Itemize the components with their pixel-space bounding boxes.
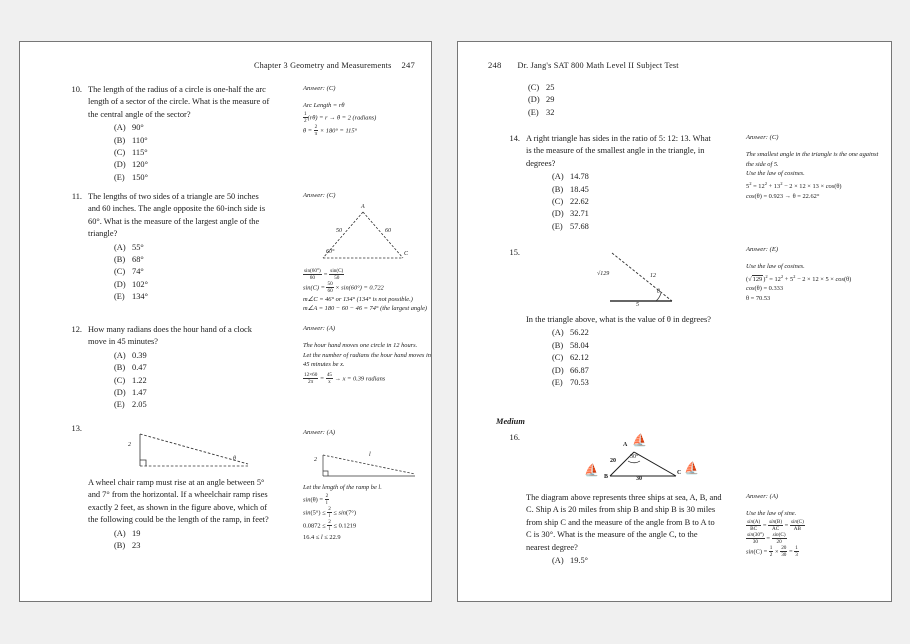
- choice-a[interactable]: [552, 327, 722, 339]
- answer-key: Answer: (C): [303, 192, 336, 199]
- answer-16: [746, 492, 886, 559]
- figure-label-left-side: 50: [336, 228, 342, 234]
- choice-b[interactable]: [552, 184, 714, 196]
- choice-text: 23: [132, 541, 141, 551]
- choice-text: 57.68: [570, 221, 589, 231]
- choice-c[interactable]: [528, 82, 554, 94]
- figure-label-side-bc: 30: [636, 476, 642, 482]
- figure-label-left-side: √129: [597, 271, 610, 277]
- solution-line: Use the law of cosines.: [746, 263, 805, 270]
- choice-text: 62.12: [570, 353, 589, 363]
- solution-line: $\frac{\sin(60^\circ)}{60}$ = $\frac{\sin(C)}{50}$: [304, 268, 344, 281]
- question-number: 13.: [71, 424, 82, 433]
- solution-line: $5^2 = 12^2 + 13^2 - 2 \times 12 \times 13 \times \cos(\theta)$: [746, 180, 842, 190]
- choice-label: (E): [528, 107, 539, 117]
- chapter-title: Chapter 3 Geometry and Measurements: [253, 61, 392, 70]
- solution-line: m∠A = 180 − 60 − 46 = 74° (the largest angle): [303, 305, 428, 313]
- choice-text: 70.53: [570, 378, 589, 388]
- answer-key: Answer: (C): [746, 134, 779, 141]
- choice-d[interactable]: [528, 94, 554, 106]
- solution-line: Use the law of sine.: [746, 510, 797, 517]
- figure-label-angle: θ: [233, 456, 236, 462]
- choice-text: 56.22: [570, 328, 589, 338]
- choice-c[interactable]: [552, 196, 714, 208]
- choice-label: (B): [114, 255, 126, 265]
- choice-list: [88, 242, 270, 304]
- choice-label: (A): [114, 242, 126, 252]
- choice-label: (A): [552, 556, 564, 566]
- choice-label: (E): [114, 172, 125, 182]
- choice-a[interactable]: [114, 528, 273, 540]
- figure-label-vertex-c: C: [677, 470, 682, 476]
- figure-label-hypotenuse: l: [369, 452, 371, 458]
- figure-label-vertex-b: B: [604, 474, 609, 480]
- fraction-sin30-over-30: $\frac{\sin(30^\circ)}{30}$: [747, 532, 764, 545]
- choice-d[interactable]: [114, 159, 270, 171]
- fraction-two-pi: $\frac{2}{\pi}$: [314, 124, 318, 137]
- fraction-sinC-over-20: $\frac{\sin(C)}{20}$: [772, 532, 786, 545]
- choice-text: 14.78: [570, 172, 589, 182]
- figure-label-vertex-c: C: [404, 251, 409, 257]
- choice-text: 110°: [132, 135, 148, 145]
- choice-label: (B): [552, 184, 564, 194]
- fraction-12x60-over-2pi: $\frac{12\times 60}{2\pi}$: [304, 371, 318, 385]
- solution-line: $(√129)^2 = 12^2 + 5^2 - 2 \times 12 \times 5 \times \cos(\theta)$: [746, 273, 852, 283]
- three-ships-diagram: [566, 428, 716, 490]
- fraction-2-over-l: $\frac{2}{l}$: [328, 506, 331, 519]
- answer-key: Answer: (C): [303, 85, 336, 92]
- choice-text: 2.05: [132, 400, 147, 410]
- left-page: [19, 41, 432, 602]
- question-stem: The length of the radius of a circle is one-half the arc length of a sector of the circle. What is the measure of the central angle of the sector?: [88, 85, 270, 119]
- choice-text: 22.62: [570, 197, 589, 207]
- solution-line: cos(θ) = 0.923 → θ = 22.62°: [746, 192, 820, 200]
- choice-label: (C): [552, 197, 564, 207]
- answer-11: [303, 191, 435, 314]
- choice-list: [88, 528, 273, 553]
- choice-label: (D): [528, 95, 540, 105]
- choice-e[interactable]: [114, 172, 270, 184]
- choice-e[interactable]: [552, 377, 722, 389]
- figure-label-angle-a: 30°: [630, 454, 639, 460]
- fraction-one-half: $\frac{1}{2}$: [304, 110, 307, 124]
- choice-text: 32: [546, 107, 555, 117]
- figure-label-right-side: 60: [385, 228, 391, 234]
- choice-label: (C): [528, 83, 540, 92]
- solution-line: $\frac{\sin(A)}{BC}$ = $\frac{\sin(B)}{AC}$ = $\frac{\sin(C)}{AB}$: [747, 518, 804, 532]
- answer-10: [303, 84, 435, 137]
- choice-b[interactable]: [114, 540, 273, 552]
- choice-text: 58.04: [570, 340, 589, 350]
- choice-text: 0.39: [132, 350, 147, 360]
- choice-text: 90°: [132, 123, 144, 133]
- choice-label: (E): [552, 221, 563, 231]
- triangle-theta-figure: [584, 245, 724, 313]
- choice-list: [526, 171, 714, 233]
- ship-icon-b: ⛵: [584, 463, 599, 477]
- solution-line: θ = 70.53: [746, 294, 771, 302]
- continued-choice-list: [502, 82, 554, 119]
- choice-text: 66.87: [570, 365, 589, 375]
- choice-c[interactable]: [114, 375, 270, 387]
- solution-line: Let the number of radians the hour hand moves in 45 minutes be x.: [303, 351, 431, 369]
- solution-line: sin(C) = $\frac{50}{60}$ × sin(60°) = 0.722: [303, 281, 384, 295]
- ship-icon-c: ⛵: [684, 461, 699, 475]
- choice-label: (E): [114, 400, 125, 410]
- choice-label: (A): [114, 350, 126, 360]
- figure-label-apex: A: [361, 204, 365, 210]
- question-number: 15.: [509, 248, 520, 257]
- choice-e[interactable]: [114, 399, 270, 411]
- fraction-sinC-over-50: $\frac{\sin(C)}{50}$: [330, 268, 344, 281]
- question-16-body: [526, 492, 722, 567]
- choice-a[interactable]: [114, 350, 270, 362]
- solution-line: sin(θ) = $\frac{2}{l}$: [303, 492, 329, 506]
- solution-line: $\frac{1}{2}$ (rθ) = r → θ = 2 (radians): [304, 110, 377, 124]
- fraction-50-over-60: $\frac{50}{60}$: [327, 281, 333, 295]
- figure-label-base: 5: [636, 302, 639, 308]
- figure-label-angle: θ: [657, 289, 660, 295]
- choice-a[interactable]: [114, 242, 270, 254]
- choice-label: (B): [552, 340, 564, 350]
- choice-text: 115°: [132, 148, 148, 158]
- choice-list: [526, 327, 722, 389]
- fraction-20-over-30: $\frac{20}{30}$: [781, 545, 787, 559]
- choice-d[interactable]: [552, 208, 714, 220]
- solution-line: The smallest angle in the triangle is the one against the side of 5.: [746, 151, 879, 168]
- solution-line: Arc Length = rθ: [303, 102, 345, 109]
- choice-a[interactable]: [114, 122, 270, 134]
- choice-text: 68°: [132, 255, 144, 265]
- question-stem: A right triangle has sides in the ratio of 5: 12: 13. What is the measure of the smallest angle in the triangle, in degrees?: [526, 134, 711, 168]
- choice-text: 120°: [132, 160, 148, 170]
- choice-text: 29: [546, 95, 555, 105]
- choice-d[interactable]: [552, 365, 722, 377]
- solution-line: 0.0872 ≤ $\frac{2}{l}$ ≤ 0.1219: [303, 519, 357, 533]
- solution-line: θ = $\frac{2}{\pi}$ × 180° = 115°: [303, 124, 358, 137]
- fraction-one-half: $\frac{1}{2}$: [769, 545, 773, 559]
- choice-b[interactable]: [114, 362, 270, 374]
- choice-label: (B): [114, 541, 126, 551]
- choice-label: (A): [552, 172, 564, 182]
- choice-text: 74°: [132, 267, 144, 277]
- question-stem: A wheel chair ramp must rise at an angle between 5° and 7° from the horizontal. If a wheelchair ramp rises exactly 2 feet, as shown in the figure above, which of the following could be the length of the ramp, in feet?: [88, 478, 269, 525]
- figure-label-vertex-a: A: [623, 442, 628, 448]
- choice-d[interactable]: [114, 279, 270, 291]
- solution-line: Use the law of cosines.: [746, 170, 805, 178]
- right-page-running-head: [458, 60, 891, 70]
- choice-text: 19: [132, 528, 141, 538]
- choice-label: (C): [552, 353, 564, 363]
- solution-line: m∠C = 46° or 134° (134° is not possible.): [303, 295, 413, 303]
- figure-label-rise: 2: [314, 457, 317, 463]
- choice-text: 102°: [132, 279, 148, 289]
- answer-key: Answer: (E): [746, 246, 779, 253]
- choice-label: (C): [114, 148, 126, 158]
- choice-a[interactable]: [552, 171, 714, 183]
- fraction-sinB-over-AC: $\frac{\sin(B)}{AC}$: [769, 518, 783, 532]
- choice-text: 1.22: [132, 375, 147, 385]
- answer-key: Answer: (A): [746, 493, 779, 500]
- choice-text: 1.47: [132, 388, 147, 398]
- figure-label-right-side: 12: [650, 273, 656, 279]
- solution-line: $\frac{\sin(30^\circ)}{30}$ = $\frac{\sin(C)}{20}$: [747, 532, 786, 545]
- right-page: [457, 41, 892, 602]
- solution-line: cos(θ) = 0.333: [746, 285, 784, 293]
- choice-list: [88, 122, 270, 184]
- choice-c[interactable]: [114, 266, 270, 278]
- fraction-sinA-over-BC: $\frac{\sin(A)}{BC}$: [747, 518, 761, 532]
- choice-c[interactable]: [552, 352, 722, 364]
- question-number: 11.: [71, 192, 82, 201]
- fraction-2-over-l: $\frac{2}{l}$: [328, 519, 331, 533]
- solution-line: 16.4 ≤ l ≤ 22.9: [303, 533, 341, 541]
- choice-label: (D): [552, 365, 564, 375]
- book-title: Dr. Jang's SAT 800 Math Level II Subject Test: [517, 61, 679, 70]
- choice-label: (B): [114, 135, 126, 145]
- choice-text: 55°: [132, 242, 144, 252]
- question-13-body: [88, 477, 273, 552]
- fraction-sinC-over-AB: $\frac{\sin(C)}{AB}$: [790, 518, 804, 532]
- answer-12: [303, 324, 435, 385]
- answer-key: Answer: (A): [303, 325, 336, 332]
- choice-list: [88, 350, 270, 412]
- fraction-45-over-x: $\frac{45}{x}$: [326, 371, 333, 385]
- choice-text: 134°: [132, 292, 148, 302]
- page-number: 247: [401, 60, 415, 70]
- choice-d[interactable]: [114, 387, 270, 399]
- answer-13: [303, 428, 435, 542]
- question-12: [64, 324, 270, 412]
- solution-line: $\frac{12\times 60}{2\pi}$ = $\frac{45}{x}$ → x = 0.39 radians: [304, 371, 386, 385]
- choice-label: (A): [114, 528, 126, 538]
- choice-label: (A): [114, 123, 126, 133]
- answer-key: Answer: (A): [303, 429, 336, 436]
- question-14: [502, 133, 714, 233]
- choice-text: 25: [546, 83, 555, 92]
- choice-label: (C): [114, 375, 126, 385]
- answer-14: [746, 133, 886, 201]
- question-stem: In the triangle above, what is the value of θ in degrees?: [526, 315, 711, 324]
- figure-label-left-angle: 60°: [326, 249, 335, 255]
- question-number: 12.: [71, 325, 82, 334]
- section-label-medium: Medium: [496, 417, 525, 426]
- solution-line: sin(C) = $\frac{1}{2}$ × $\frac{20}{30}$ = $\frac{1}{3}$: [746, 545, 798, 559]
- question-number: 14.: [509, 134, 520, 143]
- left-page-running-head: [20, 60, 431, 70]
- figure-label-rise: 2: [128, 442, 131, 448]
- question-11: [64, 191, 270, 304]
- choice-label: (C): [114, 267, 126, 277]
- question-stem: How many radians does the hour hand of a clock move in 45 minutes?: [88, 325, 252, 347]
- answer-15: [746, 245, 886, 304]
- choice-text: 32.71: [570, 209, 589, 219]
- choice-label: (E): [114, 292, 125, 302]
- choice-label: (D): [552, 209, 564, 219]
- choice-b[interactable]: [114, 135, 270, 147]
- ramp-solution-figure: [303, 443, 431, 483]
- solution-line: sin(5°) ≤ $\frac{2}{l}$ ≤ sin(7°): [303, 506, 356, 519]
- solution-line: Let the length of the ramp be l.: [303, 484, 382, 491]
- question-10: [64, 84, 270, 184]
- question-number: 16.: [509, 433, 520, 442]
- choice-label: (B): [114, 363, 126, 373]
- choice-label: (E): [552, 378, 563, 388]
- solution-line: The hour hand moves one circle in 12 hours.: [303, 342, 418, 349]
- question-stem: The diagram above represents three ships at sea, A, B, and C. Ship A is 20 miles from ship B and ship B is 30 miles from ship C and the measure of the angle from B to A to C is 30°. What is the measure of the angle C, to the nearest degree?: [526, 493, 722, 552]
- choice-e[interactable]: [552, 221, 714, 233]
- choice-b[interactable]: [114, 254, 270, 266]
- wheelchair-ramp-figure: [130, 424, 260, 472]
- triangle-50-60-figure: [303, 204, 433, 266]
- choice-list: [526, 555, 722, 567]
- figure-label-side-ab: 20: [610, 458, 616, 464]
- choice-label: (D): [114, 160, 126, 170]
- fraction-2-over-l: $\frac{2}{l}$: [325, 492, 329, 506]
- choice-a[interactable]: [552, 555, 722, 567]
- choice-label: (A): [552, 328, 564, 338]
- question-number: 10.: [71, 85, 82, 94]
- ship-icon-a: ⛵: [632, 433, 647, 447]
- page-number: 248: [488, 60, 502, 70]
- choice-b[interactable]: [552, 340, 722, 352]
- choice-text: 150°: [132, 172, 148, 182]
- fraction-one-third: $\frac{1}{3}$: [795, 545, 798, 559]
- choice-c[interactable]: [114, 147, 270, 159]
- choice-text: 0.47: [132, 363, 147, 373]
- choice-label: (D): [114, 388, 126, 398]
- fraction-sin60-over-60: $\frac{\sin(60^\circ)}{60}$: [304, 268, 321, 281]
- choice-label: (D): [114, 279, 126, 289]
- choice-e[interactable]: [528, 107, 554, 119]
- question-stem: The lengths of two sides of a triangle are 50 inches and 60 inches. The angle opposite the 60-inch side is 60°. What is the measure of the largest angle of the triangle?: [88, 192, 266, 239]
- choice-text: 18.45: [570, 184, 589, 194]
- choice-text: 19.5°: [570, 556, 589, 566]
- choice-e[interactable]: [114, 291, 270, 303]
- question-15-body: [526, 314, 722, 389]
